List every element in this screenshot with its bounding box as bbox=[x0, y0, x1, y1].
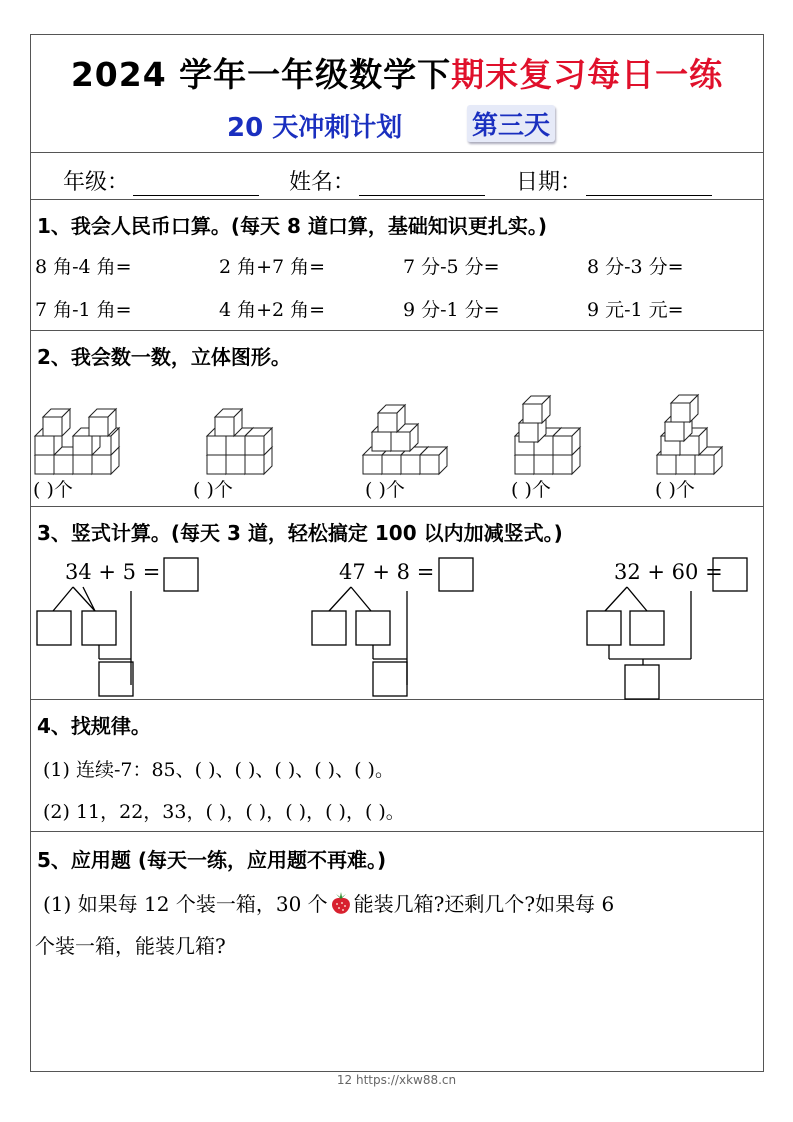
date-blank[interactable] bbox=[586, 173, 712, 196]
q2-answer: ( )个 bbox=[365, 479, 405, 501]
q1-item: 9 元-1 元= bbox=[587, 299, 684, 321]
q3-problem: 34 + 5 = bbox=[65, 560, 161, 584]
answer-box bbox=[164, 558, 198, 591]
header-section bbox=[31, 35, 763, 153]
q5-line-2: 个装一箱，能装几箱? bbox=[35, 934, 226, 958]
result-box bbox=[373, 662, 407, 696]
question-2-heading: 2、我会数一数，立体图形。 bbox=[37, 345, 291, 369]
cube bbox=[671, 395, 698, 422]
q5-text-a: (1) 如果每 12 个装一箱，30 个 bbox=[43, 892, 328, 916]
subtitle: 20 天冲刺计划 bbox=[227, 113, 403, 143]
answer-box bbox=[439, 558, 473, 591]
answer-box bbox=[713, 558, 747, 591]
date-label: 日期： bbox=[516, 170, 583, 195]
question-3-heading: 3、竖式计算。(每天 3 道，轻松搞定 100 以内加减竖式。) bbox=[37, 521, 563, 545]
decomposition-diagrams bbox=[31, 507, 763, 700]
date-field bbox=[516, 165, 712, 196]
result-box bbox=[99, 662, 133, 696]
q1-item: 4 角+2 角= bbox=[219, 299, 326, 321]
q1-item: 9 分-1 分= bbox=[403, 299, 500, 321]
split-box bbox=[37, 611, 71, 645]
question-5 bbox=[31, 832, 763, 1071]
question-5-heading: 5、应用题 (每天一练，应用题不再难。) bbox=[37, 848, 387, 872]
question-2 bbox=[31, 331, 763, 507]
q4-line: (2) 11，22，33，( )，( )，( )，( )，( )。 bbox=[43, 801, 405, 823]
cube bbox=[89, 409, 116, 436]
cube bbox=[43, 409, 70, 436]
info-row bbox=[31, 153, 763, 200]
grade-label: 年级： bbox=[63, 170, 130, 195]
q3-problem: 47 + 8 = bbox=[339, 560, 435, 584]
name-blank[interactable] bbox=[359, 173, 485, 196]
q1-item: 8 角-4 角= bbox=[35, 256, 132, 278]
cube bbox=[553, 428, 580, 455]
split-box bbox=[587, 611, 621, 645]
cube bbox=[523, 396, 550, 423]
grade-blank[interactable] bbox=[133, 173, 259, 196]
worksheet-frame bbox=[30, 34, 764, 1072]
name-label: 姓名： bbox=[289, 170, 356, 195]
q1-item: 2 角+7 角= bbox=[219, 256, 326, 278]
q2-answer: ( )个 bbox=[193, 479, 233, 501]
page-title bbox=[31, 49, 763, 96]
q2-answer: ( )个 bbox=[33, 479, 73, 501]
question-3 bbox=[31, 507, 763, 700]
result-box bbox=[625, 665, 659, 699]
cube bbox=[245, 428, 272, 455]
strawberry-icon bbox=[328, 891, 354, 917]
q1-item: 7 分-5 分= bbox=[403, 256, 500, 278]
q2-answer: ( )个 bbox=[511, 479, 551, 501]
cube bbox=[420, 447, 447, 474]
q1-item: 8 分-3 分= bbox=[587, 256, 684, 278]
question-4-heading: 4、找规律。 bbox=[37, 714, 151, 738]
question-1-heading: 1、我会人民币口算。(每天 8 道口算，基础知识更扎实。) bbox=[37, 214, 548, 238]
q5-line-1 bbox=[43, 888, 614, 917]
q2-answer: ( )个 bbox=[655, 479, 695, 501]
title-highlight: 期末复习每日一练 bbox=[451, 55, 724, 94]
q1-item: 7 角-1 角= bbox=[35, 299, 132, 321]
split-box bbox=[312, 611, 346, 645]
split-box bbox=[356, 611, 390, 645]
split-box bbox=[82, 611, 116, 645]
q4-line: (1) 连续-7：85、( )、( )、( )、( )、( )。 bbox=[43, 759, 394, 781]
grade-field bbox=[63, 165, 259, 196]
name-field bbox=[289, 165, 485, 196]
question-4 bbox=[31, 700, 763, 832]
q5-text-b: 能装几箱?还剩几个?如果每 6 bbox=[353, 892, 615, 916]
q3-problem: 32 + 60 = bbox=[614, 560, 723, 584]
title-main: 2024 学年一年级数学下 bbox=[70, 55, 452, 94]
cube bbox=[215, 409, 242, 436]
question-1 bbox=[31, 200, 763, 331]
cube bbox=[378, 405, 405, 432]
page-footer: 12 https://xkw88.cn bbox=[336, 1073, 457, 1087]
split-box bbox=[630, 611, 664, 645]
day-badge: 第三天 bbox=[467, 105, 555, 142]
